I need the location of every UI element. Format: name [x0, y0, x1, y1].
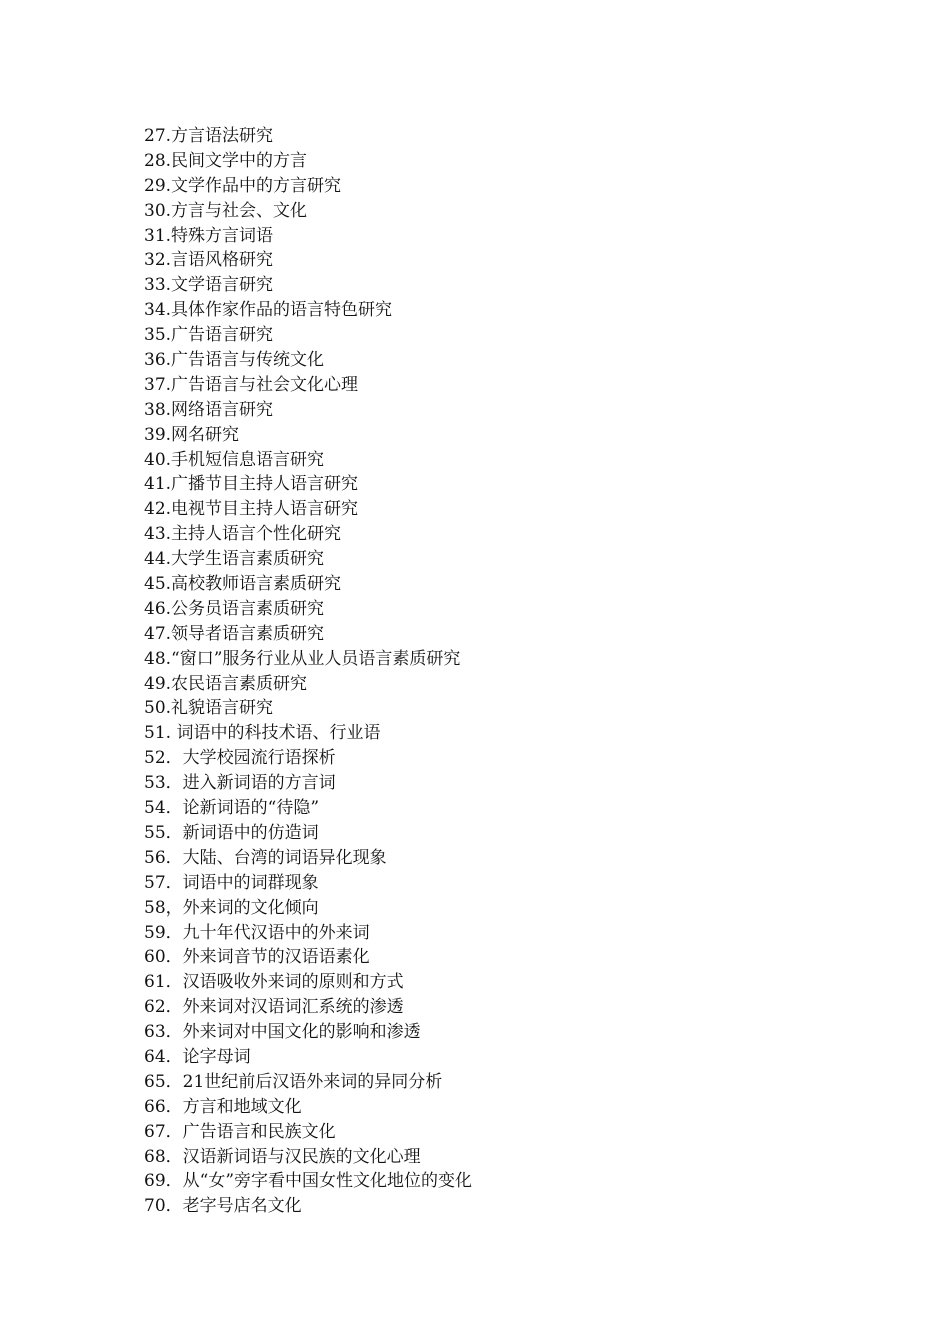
list-item: 66．方言和地域文化	[144, 1096, 302, 1117]
list-item: 56．大陆、台湾的词语异化现象	[144, 847, 387, 868]
list-item: 49.农民语言素质研究	[144, 673, 308, 694]
list-item: 35.广告语言研究	[144, 325, 274, 346]
list-item: 65．21世纪前后汉语外来词的异同分析	[144, 1071, 443, 1092]
list-item: 39.网名研究	[144, 424, 240, 445]
list-item: 37.广告语言与社会文化心理	[144, 374, 359, 395]
list-item: 36.广告语言与传统文化	[144, 350, 325, 371]
list-item: 63．外来词对中国文化的影响和渗透	[144, 1022, 421, 1043]
list-item: 62．外来词对汉语词汇系统的渗透	[144, 997, 404, 1018]
list-item: 42.电视节目主持人语言研究	[144, 499, 359, 520]
list-item: 50.礼貌语言研究	[144, 698, 274, 719]
list-item: 51. 词语中的科技术语、行业语	[144, 723, 381, 744]
list-item: 27.方言语法研究	[144, 126, 274, 146]
list-item: 31.特殊方言词语	[144, 225, 274, 246]
list-item: 64．论字母词	[144, 1046, 251, 1067]
list-item: 60．外来词音节的汉语语素化	[144, 947, 370, 968]
topic-list	[144, 124, 472, 1219]
list-item: 33.文学语言研究	[144, 275, 274, 296]
list-item: 55．新词语中的仿造词	[144, 822, 319, 843]
list-item: 43.主持人语言个性化研究	[144, 524, 342, 545]
list-item: 59．九十年代汉语中的外来词	[144, 922, 370, 943]
list-item: 69．从“女”旁字看中国女性文化地位的变化	[144, 1171, 473, 1192]
list-item: 45.高校教师语言素质研究	[144, 574, 342, 595]
list-item: 70．老字号店名文化	[144, 1196, 302, 1217]
list-item: 46.公务员语言素质研究	[144, 598, 325, 619]
list-item: 58，外来词的文化倾向	[144, 897, 319, 918]
list-item: 67．广告语言和民族文化	[144, 1121, 336, 1142]
list-item: 53．进入新词语的方言词	[144, 773, 336, 794]
list-item: 44.大学生语言素质研究	[144, 549, 325, 570]
list-item: 38.网络语言研究	[144, 399, 274, 420]
list-item: 48.“窗口”服务行业从业人员语言素质研究	[144, 648, 461, 669]
list-item: 41.广播节目主持人语言研究	[144, 474, 359, 495]
list-item: 28.民间文学中的方言	[144, 150, 308, 171]
list-item: 29.文学作品中的方言研究	[144, 175, 342, 196]
list-item: 30.方言与社会、文化	[144, 200, 308, 221]
list-item: 32.言语风格研究	[144, 250, 274, 271]
list-item: 47.领导者语言素质研究	[144, 623, 325, 644]
list-item: 57．词语中的词群现象	[144, 872, 319, 893]
list-item: 61．汉语吸收外来词的原则和方式	[144, 972, 404, 993]
list-item: 40.手机短信息语言研究	[144, 449, 325, 470]
list-item: 68．汉语新词语与汉民族的文化心理	[144, 1146, 421, 1167]
list-item: 52．大学校园流行语探析	[144, 748, 336, 769]
list-item: 34.具体作家作品的语言特色研究	[144, 300, 393, 321]
list-item: 54．论新词语的“待隐”	[144, 798, 320, 819]
